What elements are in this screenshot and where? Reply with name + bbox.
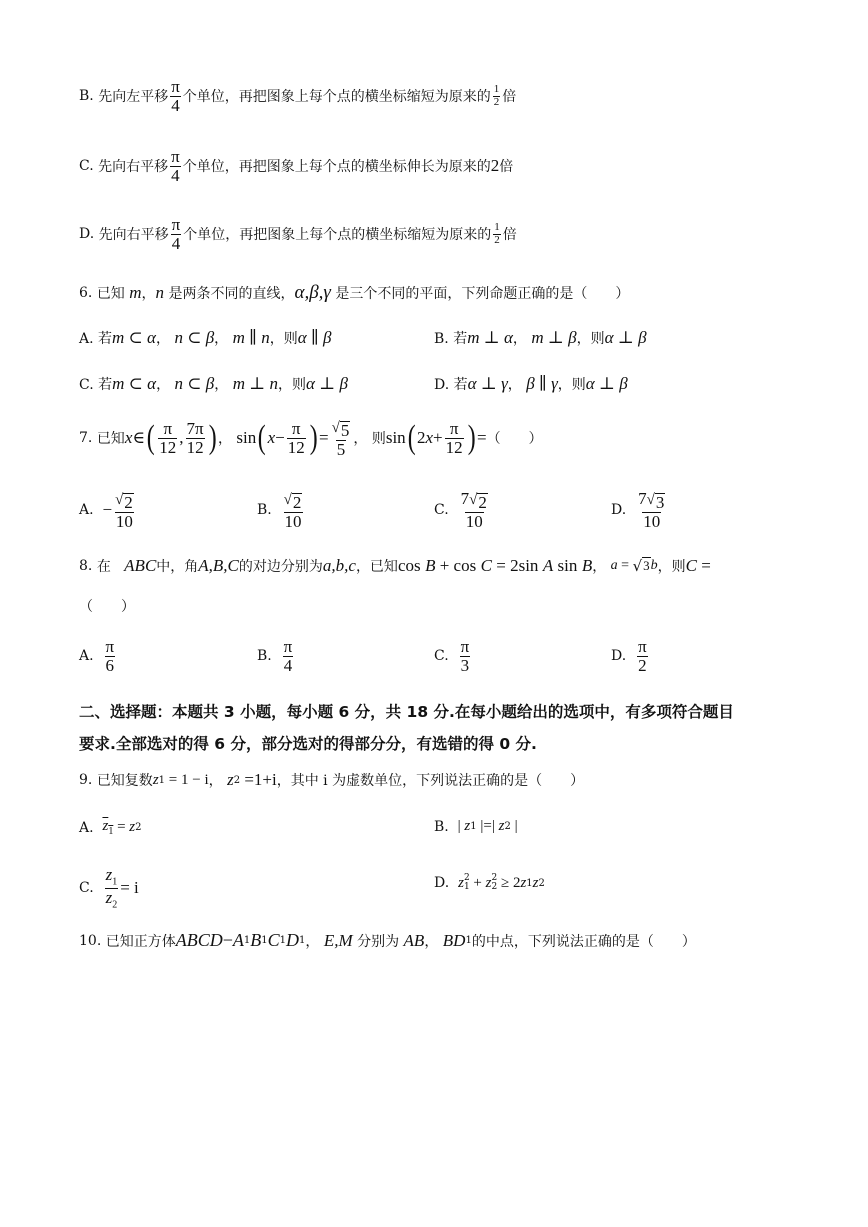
- q8-stem: 8. 在 ABC 中，角 A,B,C 的对边分别为 a,b,c ，已知 cos B + cos C = 2sin A sin B ， a = √ 3 b ，则 C =: [79, 556, 711, 575]
- q7-option-d: D. 7 √ 3 10: [611, 489, 665, 531]
- q6-option-d: D. 若 α ⊥ γ ， β ∥ γ ， 则 α ⊥ β: [434, 374, 628, 393]
- q8-answer-paren: （ ）: [79, 599, 135, 615]
- frac-pi-4: $\frac{\pi}{4}$: [171, 147, 180, 185]
- q8-option-d: D. $\frac{\pi}{2}$: [611, 637, 647, 675]
- section-2-heading-line2: 要求.全部选对的得 6 分，部分选对的得部分分，有选错的得 0 分.: [79, 735, 537, 753]
- q5-option-b: B. 先向左平移 $\frac{\pi}{4}$ 个单位，再把图象上每个点的横坐标缩短为原来的 $\frac{1}{2}$ 倍: [79, 77, 517, 115]
- frac-1-2: $\frac{1}{2}$: [493, 83, 500, 108]
- q7-option-b: B. √ 2 10: [257, 492, 302, 531]
- q6-option-c: C. 若 m ⊂ α ， n ⊂ β ， m ⊥ n ， 则 α ⊥ β: [79, 374, 348, 393]
- q7-option-c: C. 7 √ 2 10: [434, 489, 487, 531]
- section-2-heading-line1: 二、选择题：本题共 3 小题，每小题 6 分，共 18 分.在每小题给出的选项中，有多项符合题目: [79, 703, 734, 721]
- q9-option-c: C. $\frac{z_1}{z_2}$ = i: [79, 865, 139, 911]
- q8-option-a: A. $\frac{\pi}{6}$: [79, 637, 115, 675]
- q9-option-a: A. $z_1$ = z 2: [79, 818, 142, 837]
- q9-option-b: B. | z 1 |=| z 2 |: [434, 818, 518, 835]
- q8-option-c: C. $\frac{\pi}{3}$: [434, 637, 470, 675]
- q9-stem: 9. 已知复数 z 1 = 1 − i ， z 2 =1+i ，其中 i 为虚数单位，下列说法正确的是（ ）: [79, 770, 585, 789]
- q6-stem: 6. 已知 m ， n 是两条不同的直线， α,β,γ 是三个不同的平面，下列命题正确的是（ ）: [79, 282, 630, 303]
- frac-pi-4: $\frac{\pi}{4}$: [171, 215, 181, 253]
- frac-pi-4: $\frac{\pi}{4}$: [171, 77, 180, 115]
- q10-stem: 10. 已知正方体 ABCD − A 1 B 1 C 1 D 1 ， E,M 分别为 AB ， BD 1 的中点，下列说法正确的是（ ）: [79, 930, 696, 950]
- q8-option-b: B. $\frac{\pi}{4}$: [257, 637, 293, 675]
- q7-stem: 7. 已知 x ∈ ( $\frac{\pi}{12}$ , $\frac{7\pi}{12}$ ) ， sin ( x − $\frac{\pi}{12}$ ) = √ 5 5 ， 则 sin ( 2 x + $\frac{\pi}{12}$ ) = （ ）: [79, 419, 543, 459]
- q9-option-d: D. z 2 1 + z 2 2 ≥ 2 z 1 z 2: [434, 873, 545, 892]
- q6-option-b: B. 若 m ⊥ α ， m ⊥ β ， 则 α ⊥ β: [434, 328, 647, 347]
- q5-option-d: D. 先向右平移 $\frac{\pi}{4}$ 个单位，再把图象上每个点的横坐标缩短为原来的 $\frac{1}{2}$ 倍: [79, 215, 517, 253]
- q7-option-a: A. − √ 2 10: [79, 492, 133, 531]
- q6-option-a: A. 若 m ⊂ α ， n ⊂ β ， m ∥ n ， 则 α ∥ β: [79, 328, 332, 347]
- q5-option-c: C. 先向右平移 $\frac{\pi}{4}$ 个单位，再把图象上每个点的横坐标伸长为原来的 2 倍: [79, 147, 514, 185]
- frac-1-2: $\frac{1}{2}$: [494, 221, 500, 246]
